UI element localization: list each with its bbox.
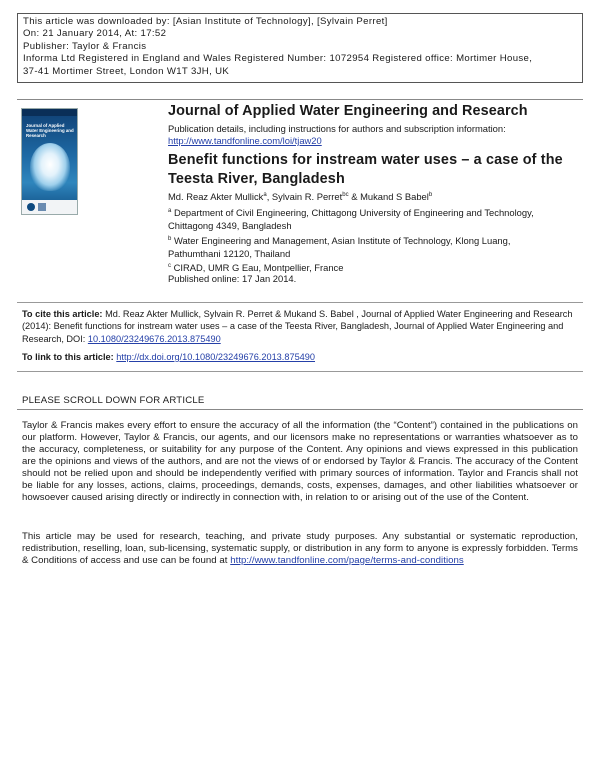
article-url-link[interactable]: http://dx.doi.org/10.1080/23249676.2013.875490 [116, 351, 316, 362]
article-link-line [22, 351, 578, 363]
cover-top-bar [22, 109, 77, 116]
terms-text: This article may be used for research, teaching, and private study purposes. Any substantial or systematic reproduction, redistribution, reselling, loan, sub-licensing, systematic supply, or distribution in any form to anyone is expressly forbidden. Terms & Conditions of access and use can be found at [22, 531, 578, 566]
download-line: 37-41 Mortimer Street, London W1T 3JH, UK [23, 65, 230, 77]
download-line: This article was downloaded by: [Asian Institute of Technology], [Sylvain Perret] [23, 16, 388, 27]
author-affiliation-mark: b [428, 191, 433, 198]
cover-title: Journal of Applied Water Engineering and Research [26, 123, 74, 138]
author-name: Md. Reaz Akter Mullick [168, 191, 264, 202]
terms-paragraph [22, 531, 578, 567]
published-date: Published online: 17 Jan 2014. [168, 273, 297, 284]
citation-text: Md. Reaz Akter Mullick, Sylvain R. Perret & Mukand S. Babel , Journal of Applied Water Engineering and Research (2014): Benefit functions for instream water uses – a case of the Teesta River, Bangladesh, Journal of Applied Water Engineering and Research, DOI: [22, 309, 573, 344]
citation-label: To cite this article: [22, 309, 103, 319]
disclaimer-paragraph: Taylor & Francis makes every effort to ensure the accuracy of all the information (the “Content”) contained in the publications on our platform. However, Taylor & Francis, our agents, and our licensors make no representations or warranties whatsoever as to the accuracy, completeness, or suitability for any purpose of the Content. Any opinions and views expressed in this publication are the opinions and views of the authors, and are not the views of or endorsed by Taylor & Francis. The accuracy of the Content should not be relied upon and should be independently verified with primary sources of information. Taylor and Francis shall not be liable for any losses, actions, claims, proceedings, demands, costs, expenses, damages, and other liabilities whatsoever or howsoever caused arising directly or indirectly in connection with, in relation to or arising out of the use of the Content. [22, 420, 578, 503]
doi-link[interactable]: 10.1080/23249676.2013.875490 [87, 333, 221, 344]
affiliation-line: Chittagong 4349, Bangladesh [168, 219, 292, 231]
divider [17, 409, 583, 410]
publisher-logo-icon [27, 203, 35, 211]
download-line: On: 21 January 2014, At: 17:52 [23, 28, 167, 40]
affiliation-mark: b [168, 236, 172, 242]
publication-details-text: Publication details, including instructions for authors and subscription information: [168, 123, 506, 134]
journal-title: Journal of Applied Water Engineering and Research [168, 103, 528, 119]
download-line: Publisher: Taylor & Francis [23, 40, 147, 52]
scroll-down-notice: PLEASE SCROLL DOWN FOR ARTICLE [22, 395, 205, 406]
publication-details [168, 123, 506, 147]
author-separator: & [348, 191, 361, 202]
download-line: Informa Ltd Registered in England and Wales Registered Number: 1072954 Registered office: Mortimer House, [23, 53, 533, 65]
affiliation-mark: c [168, 263, 171, 269]
divider [17, 99, 583, 100]
author-name: Sylvain R. Perret [271, 191, 343, 202]
author-affiliation-mark: a [263, 191, 267, 198]
society-logo-icon [38, 203, 46, 211]
affiliation-mark: a [168, 208, 172, 214]
affiliation-line: Water Engineering and Management, Asian Institute of Technology, Klong Luang, [173, 235, 511, 247]
citation-box [17, 302, 583, 372]
author-name: Mukand S Babel [360, 191, 429, 202]
affiliation [168, 233, 568, 260]
journal-cover-image [21, 108, 78, 215]
author-separator: , [266, 191, 272, 202]
link-label: To link to this article: [22, 351, 114, 362]
article-title: Benefit functions for instream water uses – a case of the Teesta River, Bangladesh [168, 152, 563, 187]
affiliation-line: Department of Civil Engineering, Chittagong University of Engineering and Technology, [173, 207, 534, 219]
affiliation [168, 205, 568, 232]
water-splash-graphic [30, 143, 70, 191]
citation-paragraph [22, 308, 578, 345]
affiliation-line: Pathumthani 12120, Thailand [168, 247, 291, 259]
affiliation-line: CIRAD, UMR G Eau, Montpellier, France [173, 262, 344, 274]
author-list [168, 191, 432, 202]
download-info-box [17, 13, 583, 83]
terms-link[interactable]: http://www.tandfonline.com/page/terms-and-conditions [230, 555, 464, 566]
author-affiliation-mark: bc [342, 191, 349, 198]
journal-url-link[interactable]: http://www.tandfonline.com/loi/tjaw20 [168, 134, 322, 146]
